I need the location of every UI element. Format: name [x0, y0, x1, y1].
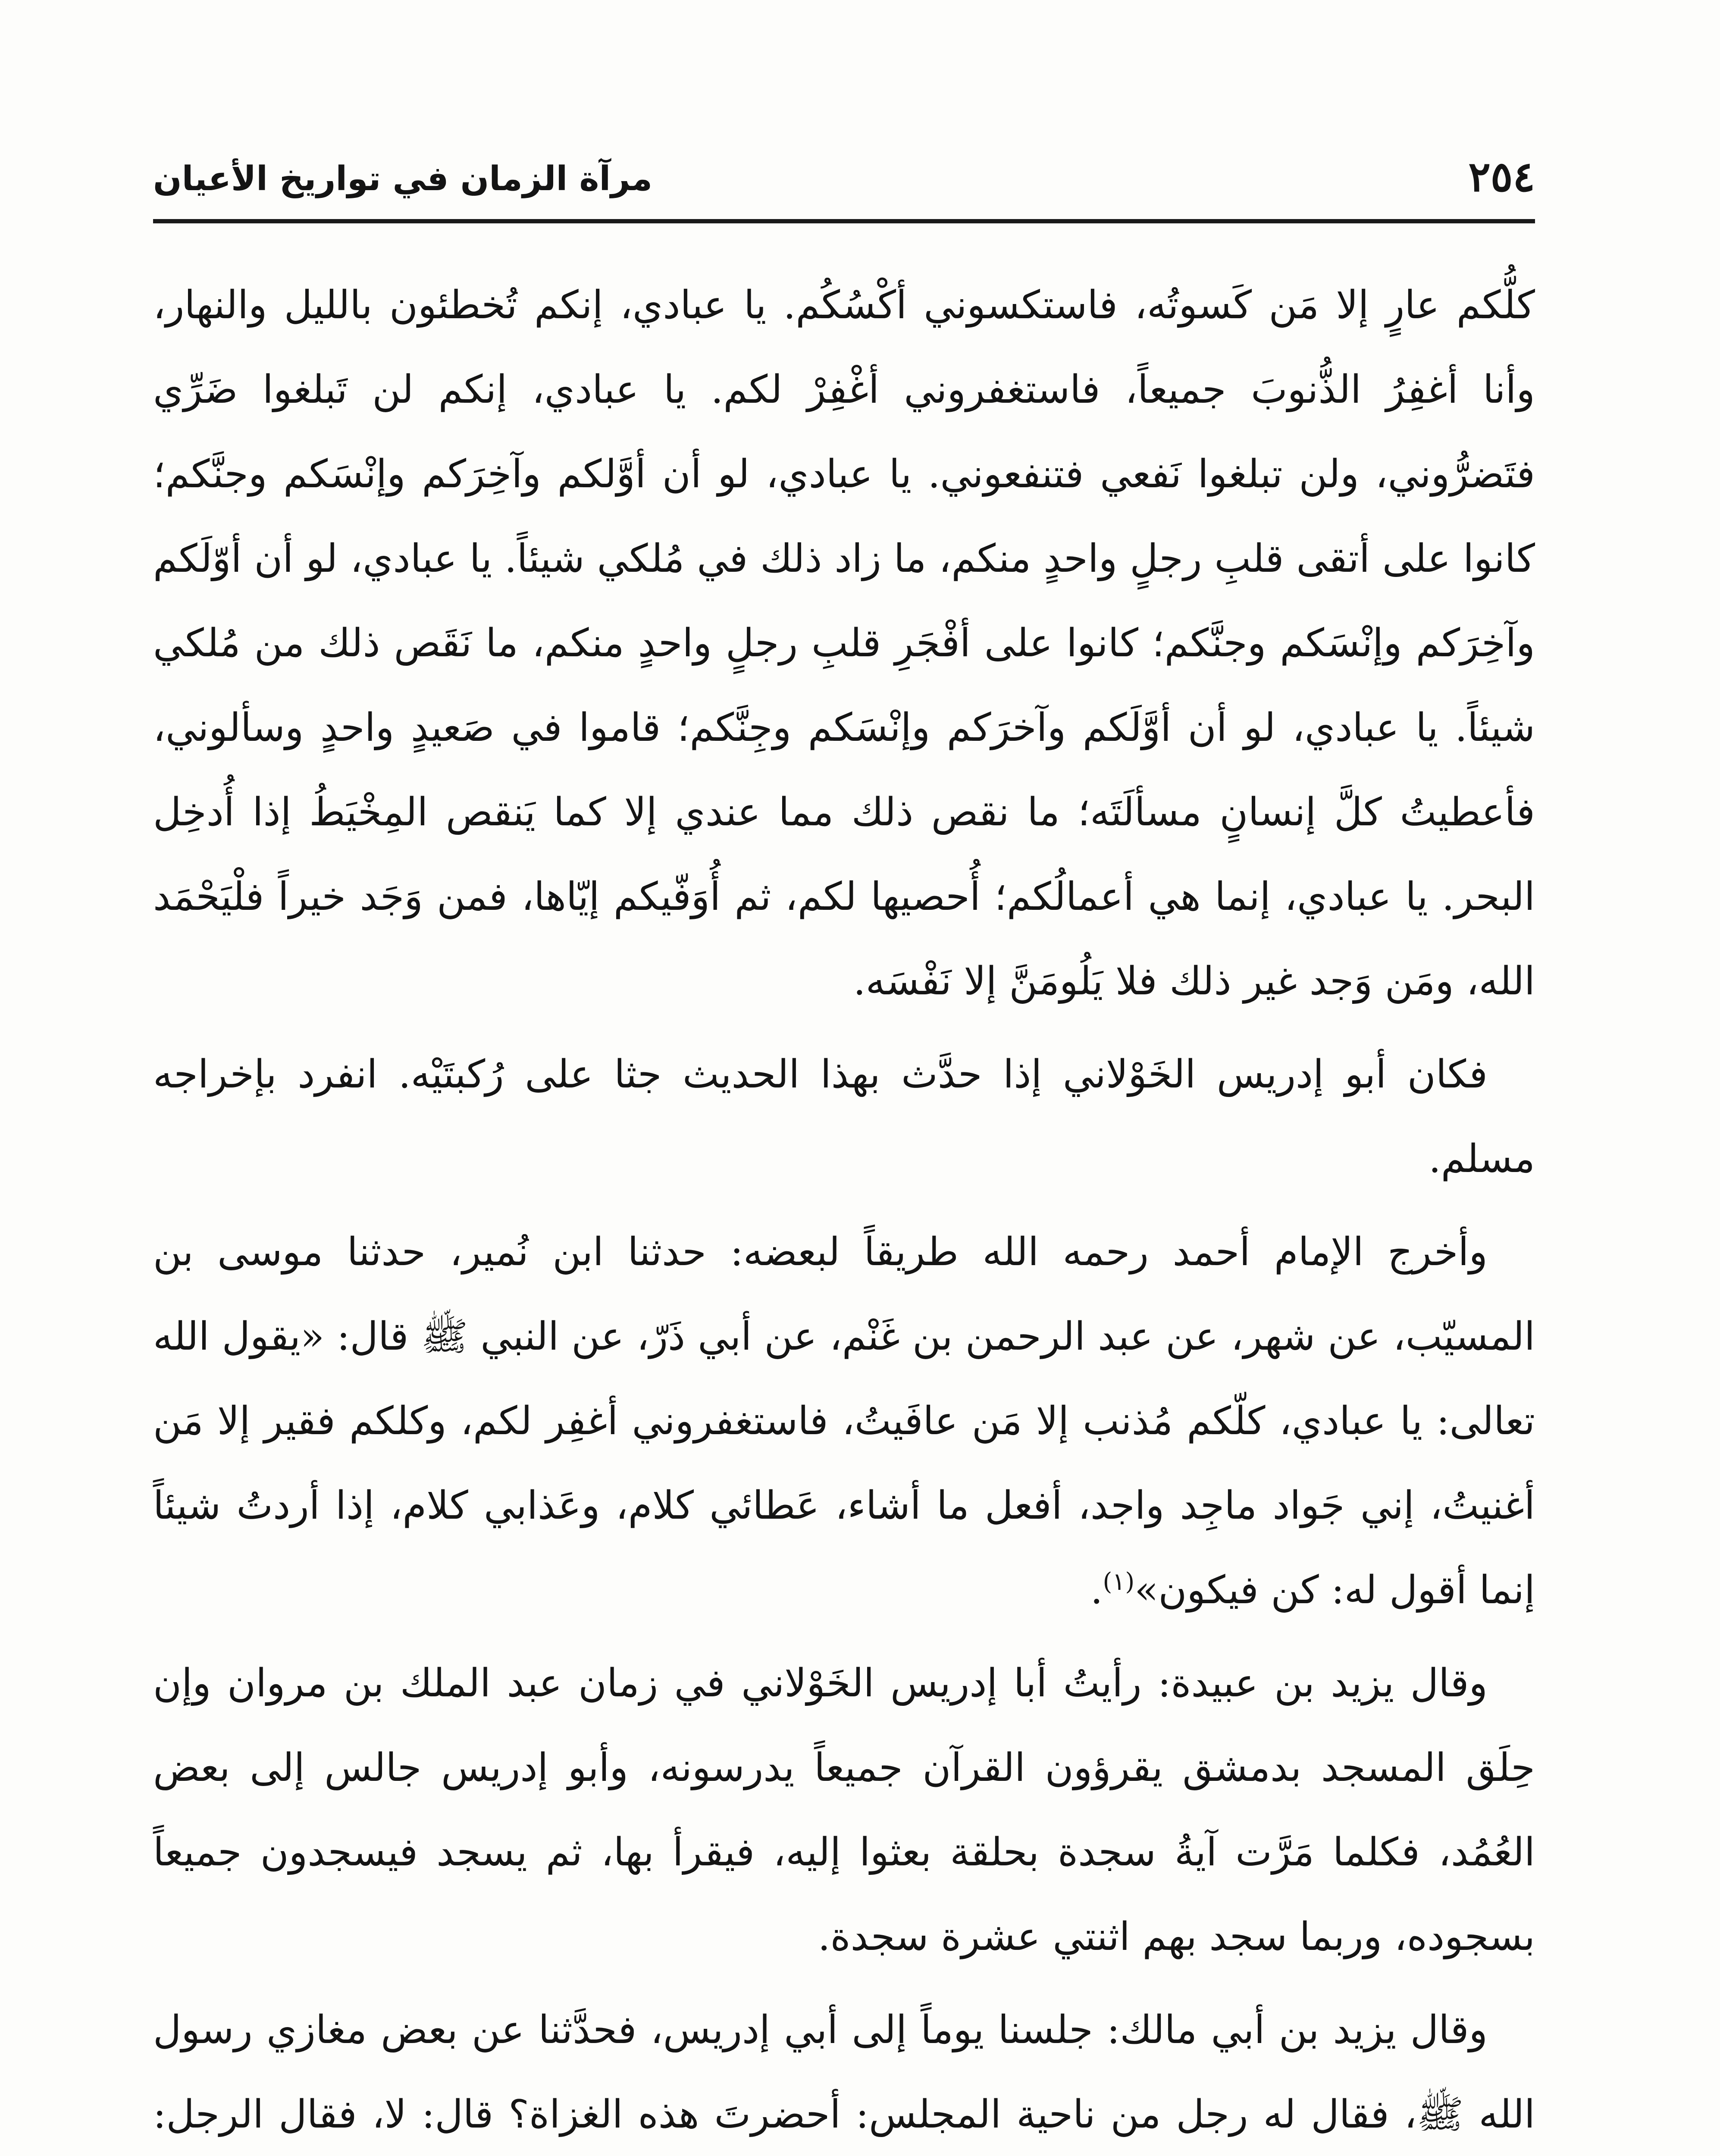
paragraph-text: وقال يزيد بن أبي مالك: جلسنا يوماً إلى أبي إدريس، فحدَّثنا عن بعض مغازي رسول الله ﷺ، فقال له رجل من ناحية المجلس: أحضرتَ هذه الغزاة؟ قال: لا، فقال الرجل:: [153, 2007, 1535, 2137]
paragraph: فكان أبو إدريس الخَوْلاني إذا حدَّث بهذا الحديث جثا على رُكبتَيْه. انفرد بإخراجه مسلم.: [153, 1052, 1535, 1181]
header-rule: [153, 219, 1535, 223]
running-title: مرآة الزمان في تواريخ الأعيان: [153, 160, 653, 198]
paragraph: وأخرج الإمام أحمد رحمه الله طريقاً لبعضه: حدثنا ابن نُمير، حدثنا موسى بن المسيّب، عن شهر، عن عبد الرحمن بن غَنْم، عن أبي ذَرّ، عن النبي ﷺ قال: «يقول الله تعالى: يا عبادي، كلّكم مُذنب إلا مَن عافَيتُ، فاستغفروني أغفِر لكم، وكلكم فقير إلا مَن أغنيتُ، إني جَواد ماجِد واجد، أفعل ما أشاء، عَطائي كلام، وعَذابي كلام، إذا أردتُ شيئاً إنما أقول له: كن فيكون»$^{(١)}$.: [153, 1229, 1535, 1613]
page-number: ٢٥٤: [1468, 152, 1535, 201]
paragraph: [153, 1988, 1535, 2156]
paragraph: وقال يزيد بن عبيدة: رأيتُ أبا إدريس الخَوْلاني في زمان عبد الملك بن مروان وإن حِلَق المسجد بدمشق يقرؤون القرآن جميعاً يدرسونه، وأبو إدريس جالس إلى بعض العُمُد، فكلما مَرَّت آيةُ سجدة بحلقة بعثوا إليه، فيقرأ بها، ثم يسجد فيسجدون جميعاً بسجوده، وربما سجد بهم اثنتي عشرة سجدة.: [153, 1661, 1535, 1959]
footnote-ref: (١): [1103, 1568, 1135, 1596]
main-text: [153, 263, 1535, 2156]
page-header: [153, 147, 1535, 211]
paragraph-text: وأخرج الإمام أحمد رحمه الله طريقاً لبعضه: حدثنا ابن نُمير، حدثنا موسى بن المسيّب، عن شهر، عن عبد الرحمن بن غَنْم، عن أبي ذَرّ، عن النبي ﷺ قال: «يقول الله تعالى: يا عبادي، كلّكم مُذنب إلا مَن عافَيتُ، فاستغفروني أغفِر لكم، وكلكم فقير إلا مَن أغنيتُ، إني جَواد ماجِد واجد، أفعل ما أشاء، عَطائي كلام، وعَذابي كلام، إذا أردتُ شيئاً إنما أقول له: كن فيكون»: [153, 1229, 1535, 1613]
paragraph: كلُّكم عارٍ إلا مَن كَسوتُه، فاستكسوني أكْسُكُم. يا عبادي، إنكم تُخطئون بالليل والنهار، وأنا أغفِرُ الذُّنوبَ جميعاً، فاستغفروني أغْفِرْ لكم. يا عبادي، إنكم لن تَبلغوا ضَرِّي فتَضرُّوني، ولن تبلغوا نَفعي فتنفعوني. يا عبادي، لو أن أوَّلكم وآخِرَكم وإنْسَكم وجنَّكم؛ كانوا على أتقى قلبِ رجلٍ واحدٍ منكم، ما زاد ذلك في مُلكي شيئاً. يا عبادي، لو أن أوّلَكم وآخِرَكم وإنْسَكم وجنَّكم؛ كانوا على أفْجَرِ قلبِ رجلٍ واحدٍ منكم، ما نَقَص ذلك من مُلكي شيئاً. يا عبادي، لو أن أوَّلَكم وآخرَكم وإنْسَكم وجِنَّكم؛ قاموا في صَعيدٍ واحدٍ وسألوني، فأعطيتُ كلَّ إنسانٍ مسألَتَه؛ ما نقص ذلك مما عندي إلا كما يَنقص المِخْيَطُ إذا أُدخِل البحر. يا عبادي، إنما هي أعمالُكم؛ أُحصيها لكم، ثم أُوَفّيكم إيّاها، فمن وَجَد خيراً فلْيَحْمَد الله، ومَن وَجد غير ذلك فلا يَلُومَنَّ إلا نَفْسَه.: [153, 282, 1535, 1004]
